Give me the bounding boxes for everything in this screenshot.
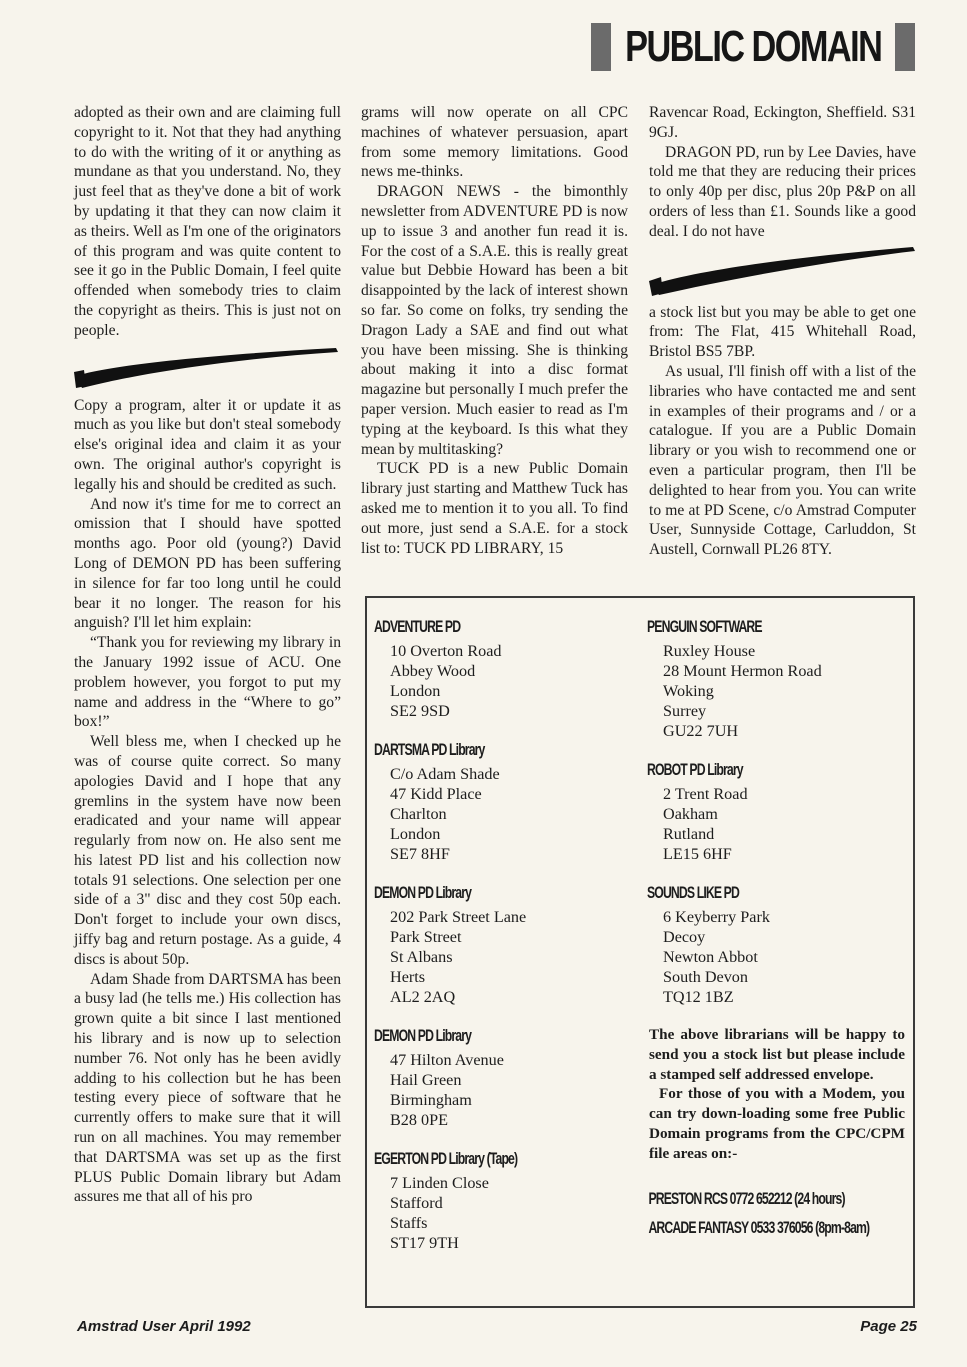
library-name: DEMON PD Library bbox=[374, 1026, 472, 1045]
header-bar-left bbox=[591, 23, 611, 71]
address-line: Charlton bbox=[390, 805, 447, 823]
library-entry bbox=[374, 1025, 639, 1130]
paragraph: “Thank you for reviewing my library in the January 1992 issue of ACU. One problem however, you forgot to put my name and address in the “Where to go” box!” bbox=[74, 634, 341, 731]
paragraph: DRAGON PD, run by Lee Davies, have told me that they are reducing their prices to only 40p per disc, plus 20p P&P on all orders of less than £1. Sounds like a good deal. I do not have bbox=[649, 143, 916, 240]
address-line: Stafford bbox=[390, 1194, 443, 1212]
address-line: 47 Kidd Place bbox=[390, 785, 482, 803]
paragraph: TUCK PD is a new Public Domain library just starting and Matthew Tuck has asked me to mention it to you all. To find out more, just send a S.A.E. for a stock list to: TUCK PD LIBRARY, 15 bbox=[361, 460, 628, 557]
address-line: Oakham bbox=[663, 805, 718, 823]
address-line: Birmingham bbox=[390, 1091, 472, 1109]
paragraph: As usual, I'll finish off with a list of the libraries who have contacted me and sent in examples of their programs and / or a catalogue. If you are a Public Domain library or you wish to recommend one or even a particular program, then I'll be delighted to hear from you. You can write to me at PD Scene, c/o Amstrad Computer User, Sunnyside Cottage, Carluddon, St Austell, Cornwall PL26 8TY. bbox=[649, 362, 916, 559]
address-line: Herts bbox=[390, 968, 426, 986]
library-entry bbox=[647, 759, 907, 864]
address-line: London bbox=[390, 682, 441, 700]
library-list-left bbox=[374, 616, 639, 1271]
paragraph: And now it's time for me to correct an omission that I should have spotted months ago. Poor old (young?) David Long of DEMON PD has been suffering in silence for far too long until he could bear it no longer. The reason for his anguish? I'll let him explain: bbox=[74, 495, 341, 632]
paragraph: Well bless me, when I checked up he was of course quite correct. So many apologies David and I hope that any gremlins in the system have now been eradicated and your name will appear regularly from now on. He also sent me his latest PD list and his collection now totals 91 selections. One selection per one side of a 3" disc and they cost 50p each. Don't forget to include your own discs, jiffy bag and return postage. As a guide, 4 discs is about 50p. bbox=[74, 733, 341, 968]
address-line: 28 Mount Hermon Road bbox=[663, 662, 822, 680]
library-list-right bbox=[647, 616, 907, 1242]
address-line: Newton Abbot bbox=[663, 948, 758, 966]
paragraph: adopted as their own and are claiming full copyright to it. Not that they had anything to do with the writing of it or anything as mundane as that you understand. No, they just feel that as they've done a bit of work by updating it that they can now claim it as theirs. Well as I'm one of the originators of this program and was quite content to see it go in the Public Domain, I feel quite offended when somebody tries to claim the copyright as theirs. This is just not on people. bbox=[74, 104, 341, 339]
article-column-2 bbox=[361, 103, 628, 558]
address-line: 2 Trent Road bbox=[663, 785, 748, 803]
library-name: ROBOT PD Library bbox=[647, 760, 743, 779]
address-line: Park Street bbox=[390, 928, 462, 946]
address-line: Ruxley House bbox=[663, 642, 756, 660]
library-name: DEMON PD Library bbox=[374, 883, 472, 902]
address-line: B28 0PE bbox=[390, 1111, 449, 1129]
address-line: 7 Linden Close bbox=[390, 1174, 489, 1192]
paragraph: Ravencar Road, Eckington, Sheffield. S31 9GJ. bbox=[649, 104, 916, 141]
library-entry bbox=[374, 882, 639, 1007]
footer-page-number: Page 25 bbox=[860, 1318, 917, 1335]
address-line: 47 Hilton Avenue bbox=[390, 1051, 504, 1069]
address-line: 202 Park Street Lane bbox=[390, 908, 527, 926]
address-line: London bbox=[390, 825, 441, 843]
section-title: PUBLIC DOMAIN bbox=[624, 22, 881, 71]
paragraph: Copy a program, alter it or update it as much as you like but don't steal somebody else's original idea and claim it as your own. The original author's copyright is legally his and should be credited as such. bbox=[74, 396, 341, 493]
paragraph: a stock list but you may be able to get one from: The Flat, 415 Whitehall Road, Bristol BS5 7BP. bbox=[649, 303, 916, 361]
header-bar-right bbox=[895, 23, 915, 71]
address-line: 6 Keyberry Park bbox=[663, 908, 770, 926]
bbs-line: PRESTON RCS 0772 652212 (24 hours) bbox=[648, 1188, 845, 1208]
article-column-3 bbox=[649, 103, 916, 560]
paragraph: DRAGON NEWS - the bimonthly newsletter from ADVENTURE PD is now up to issue 3 and another fun read it is. For the cost of a S.A.E. this is really great value but Debbie Howard has been a bit disappointed by the lack of interest shown so far. So come on folks, try sending the Dragon Lady a SAE and find out what you have been missing. She is thinking about making it into a disc format magazine but personally I much prefer the paper version. Much easier to read as I'm typing at the keyboard. Is this what they mean by multitasking? bbox=[361, 183, 628, 458]
address-line: Staffs bbox=[390, 1214, 428, 1232]
address-line: AL2 2AQ bbox=[390, 988, 456, 1006]
note-paragraph: For those of you with a Modem, you can try down-loading some free Public Domain programs from the CPC/CPM file areas on:- bbox=[649, 1085, 905, 1162]
library-entry bbox=[647, 616, 907, 741]
address-line: Abbey Wood bbox=[390, 662, 476, 680]
brush-stroke-divider bbox=[649, 247, 916, 297]
address-line: Surrey bbox=[663, 702, 707, 720]
address-line: Hail Green bbox=[390, 1071, 462, 1089]
footer-magazine-date: Amstrad User April 1992 bbox=[77, 1318, 251, 1335]
brush-stroke-divider bbox=[74, 346, 341, 390]
address-line: Decoy bbox=[663, 928, 706, 946]
address-line: TQ12 1BZ bbox=[663, 988, 734, 1006]
library-entry bbox=[374, 1148, 639, 1253]
address-line: Rutland bbox=[663, 825, 715, 843]
note-paragraph: The above librarians will be happy to send you a stock list but please include a stamped self addressed envelope. bbox=[649, 1026, 905, 1083]
library-name: SOUNDS LIKE PD bbox=[647, 883, 739, 902]
article-column-1 bbox=[74, 103, 341, 1207]
address-line: 10 Overton Road bbox=[390, 642, 502, 660]
library-name: ADVENTURE PD bbox=[374, 617, 461, 636]
library-entries bbox=[647, 616, 907, 1007]
address-line: LE15 6HF bbox=[663, 845, 732, 863]
bbs-list bbox=[647, 1184, 907, 1242]
address-line: ST17 9TH bbox=[390, 1234, 459, 1252]
library-name: DARTSMA PD Library bbox=[374, 740, 485, 759]
where-to-go-box bbox=[365, 596, 915, 1308]
library-name: EGERTON PD Library (Tape) bbox=[374, 1149, 518, 1168]
paragraph: Adam Shade from DARTSMA has been a busy lad (he tells me.) His collection has grown quite a bit since I last mentioned his library and is now up to selection number 76. Not only has he been avidly adding to his collection but he has been testing every piece of software that he currently offers to make sure that it will run on all machines. You may remember that DARTSMA was set up as the first PLUS Public Domain library but Adam assures me that all of his pro bbox=[74, 970, 341, 1206]
library-entry bbox=[374, 616, 639, 721]
library-entry bbox=[647, 882, 907, 1007]
address-line: SE2 9SD bbox=[390, 702, 450, 720]
address-line: South Devon bbox=[663, 968, 748, 986]
paragraph: grams will now operate on all CPC machines of whatever persuasion, apart from some memory limitations. Good news me-thinks. bbox=[361, 104, 628, 181]
address-line: St Albans bbox=[390, 948, 453, 966]
address-line: SE7 8HF bbox=[390, 845, 450, 863]
address-line: GU22 7UH bbox=[663, 722, 739, 740]
library-name: PENGUIN SOFTWARE bbox=[647, 617, 762, 636]
box-note bbox=[647, 1025, 905, 1164]
address-line: Woking bbox=[663, 682, 714, 700]
library-entry bbox=[374, 739, 639, 864]
section-header bbox=[591, 22, 915, 72]
bbs-line: ARCADE FANTASY 0533 376056 (8pm-8am) bbox=[648, 1217, 870, 1237]
address-line: C/o Adam Shade bbox=[390, 765, 500, 783]
